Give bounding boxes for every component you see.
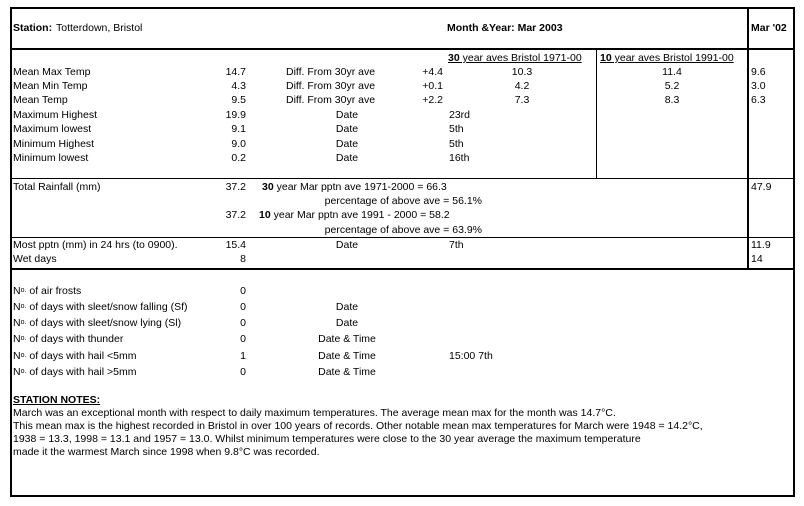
wet-days-label: Wet days [13, 253, 57, 265]
most-pptn-prev: 11.9 [751, 239, 771, 251]
row-label: Maximum Highest [13, 109, 98, 121]
row-ave30: 10.3 [511, 66, 533, 78]
most-pptn-label: Most pptn (mm) in 24 hrs (to 0900). [13, 239, 178, 251]
row-diff: +4.4 [422, 66, 443, 78]
count-value: 0 [240, 301, 246, 313]
count-value: 1 [240, 350, 246, 362]
count-middle: Date & Time [318, 350, 376, 362]
row-ave10: 8.3 [664, 94, 680, 106]
row-date: 5th [449, 138, 464, 150]
row-value: 19.9 [225, 109, 246, 121]
row-middle: Diff. From 30yr ave [286, 94, 376, 106]
notes-line: This mean max is the highest recorded in Bristol in over 100 years of records. Other notable mean max temperatures for March were 1948 = 14.2°C, [13, 420, 703, 432]
count-value: 0 [240, 285, 246, 297]
temperature-section-divider [10, 178, 795, 179]
prev-year-heading: Mar '02 [751, 22, 787, 34]
rainfall-value: 37.2 [225, 181, 246, 193]
row-ave30: 4.2 [514, 80, 530, 92]
count-extra: 15:00 7th [449, 350, 493, 362]
row-prev: 9.6 [751, 66, 766, 78]
rainfall-label: Total Rainfall (mm) [13, 181, 101, 193]
row-label: Minimum lowest [13, 152, 89, 164]
row-middle: Date [335, 152, 359, 164]
count-value: 0 [240, 317, 246, 329]
row-middle: Diff. From 30yr ave [286, 66, 376, 78]
count-middle: Date & Time [318, 366, 376, 378]
row-middle: Date [335, 123, 359, 135]
row-label: Mean Min Temp [13, 80, 88, 92]
row-value: 0.2 [231, 152, 246, 164]
station-name: Totterdown, Bristol [56, 22, 143, 34]
count-middle: Date [335, 301, 359, 313]
notes-line: made it the warmest March since 1998 when 9.8°C was recorded. [13, 446, 320, 458]
row-label: Mean Temp [13, 94, 68, 106]
rainfall-30yr-percentage: percentage of above ave = 56.1% [324, 195, 482, 207]
row-label: Minimum Highest [13, 138, 95, 150]
most-pptn-date-label: Date [335, 239, 359, 251]
count-label: $N^{o.}$ of days with sleet/snow lying (Sl) [13, 317, 182, 329]
row-ave30: 7.3 [514, 94, 530, 106]
row-label: Maximum lowest [13, 123, 92, 135]
notes-line: 1938 = 13.3, 1998 = 13.1 and 1957 = 13.0. Whilst minimum temperatures were close to the 30 year average the maximum temperature [13, 433, 641, 445]
rainfall-section-divider [10, 237, 795, 238]
counts-section-divider [10, 268, 795, 270]
most-pptn-value: 15.4 [225, 239, 246, 251]
rainfall-value-repeat: 37.2 [225, 209, 246, 221]
row-value: 9.5 [231, 94, 246, 106]
row-diff: +2.2 [422, 94, 443, 106]
row-ave10: 11.4 [662, 66, 682, 78]
row-value: 9.1 [231, 123, 246, 135]
rainfall-10yr-line: 10 year Mar pptn ave 1991 - 2000 = 58.2 [259, 209, 450, 221]
most-pptn-date: 7th [449, 239, 464, 251]
station-label: Station: [13, 22, 53, 34]
row-label: Mean Max Temp [13, 66, 91, 78]
notes-line: March was an exceptional month with respect to daily maximum temperatures. The average mean max for the month was 14.7°C. [13, 407, 616, 419]
row-date: 5th [449, 123, 464, 135]
rainfall-prev: 47.9 [751, 181, 772, 193]
row-ave10: 5.2 [664, 80, 680, 92]
count-label: $N^{o.}$ of days with thunder [13, 333, 124, 345]
row-date: 16th [449, 152, 470, 164]
station-notes-heading: STATION NOTES: [13, 394, 101, 406]
station-notes-body [13, 407, 788, 459]
row-middle: Diff. From 30yr ave [286, 80, 376, 92]
thirty-year-averages-header: 30 year aves Bristol 1971-00 [448, 52, 582, 64]
row-diff: +0.1 [422, 80, 443, 92]
row-value: 4.3 [231, 80, 246, 92]
row-middle: Date [335, 109, 359, 121]
rainfall-30yr-line: 30 year Mar pptn ave 1971-2000 = 66.3 [262, 181, 447, 193]
count-middle: Date [335, 317, 359, 329]
count-middle: Date & Time [318, 333, 376, 345]
count-value: 0 [240, 333, 246, 345]
count-label: $N^{o.}$ of days with hail <5mm [13, 350, 137, 362]
row-middle: Date [335, 138, 359, 150]
averages-column-divider [596, 50, 597, 178]
row-prev: 6.3 [751, 94, 766, 106]
wet-days-prev: 14 [751, 253, 763, 265]
count-value: 0 [240, 366, 246, 378]
count-label: $N^{o.}$ of air frosts [13, 285, 82, 297]
rainfall-10yr-percentage: percentage of above ave = 63.9% [324, 224, 482, 236]
row-value: 14.7 [225, 66, 246, 78]
month-year-title: Month &Year: Mar 2003 [447, 22, 563, 34]
row-value: 9.0 [231, 138, 246, 150]
header-divider [10, 48, 795, 50]
count-label: $N^{o.}$ of days with hail >5mm [13, 366, 137, 378]
ten-year-averages-header: 10 year aves Bristol 1991-00 [600, 52, 734, 64]
row-prev: 3.0 [751, 80, 766, 92]
prev-year-column-divider [747, 7, 749, 270]
count-label: $N^{o.}$ of days with sleet/snow falling (Sf) [13, 301, 188, 313]
wet-days-value: 8 [240, 253, 246, 265]
row-date: 23rd [449, 109, 471, 121]
